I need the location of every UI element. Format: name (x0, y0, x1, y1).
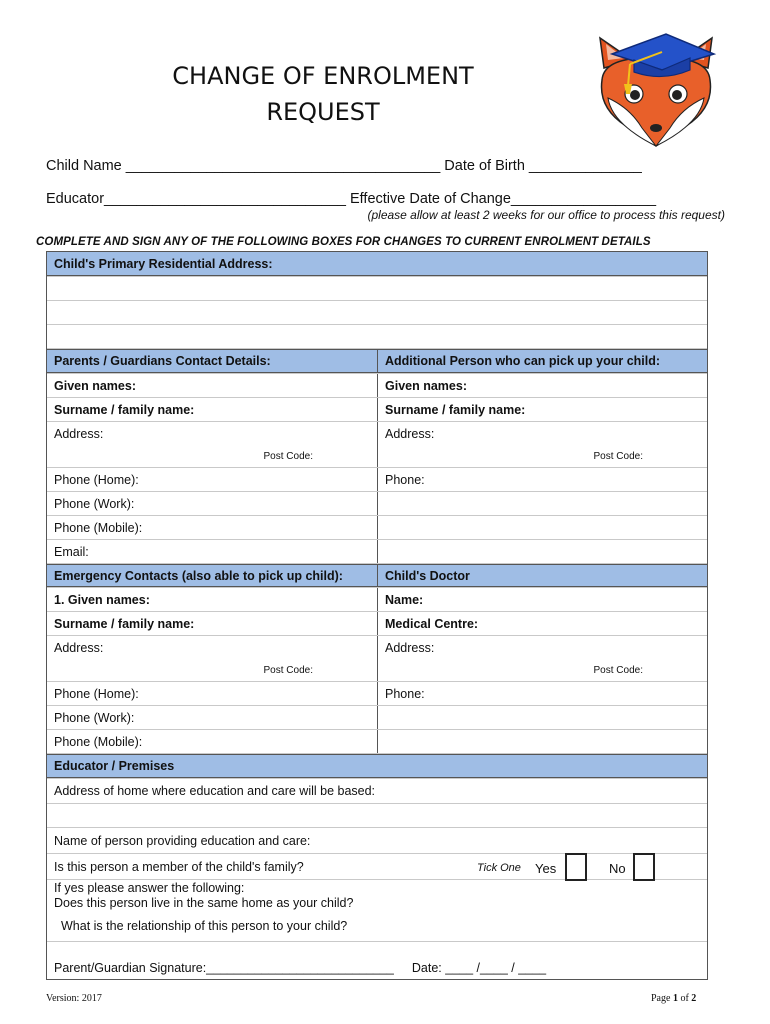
doctor-phone-field[interactable]: Phone: (377, 682, 707, 705)
no-label: No (609, 861, 626, 876)
parents-postcode-field[interactable]: Post Code: (263, 450, 313, 462)
page-of: of (677, 993, 692, 1004)
page-current: 1 (672, 993, 678, 1004)
parents-given-field[interactable]: Given names: (54, 378, 136, 393)
doctor-blank-1[interactable] (377, 706, 707, 729)
signature-row (47, 942, 707, 979)
page-prefix: Page (651, 993, 673, 1004)
yes-label: Yes (535, 861, 557, 876)
date-field[interactable]: Date: ____ /____ / ____ (411, 961, 547, 975)
pickup-surname-field[interactable]: Surname / family name: (377, 398, 707, 421)
residential-line-3[interactable] (47, 325, 707, 348)
emergency-heading: Emergency Contacts (also able to pick up child): (47, 564, 377, 587)
parents-phone-home-field[interactable]: Phone (Home): (54, 472, 139, 487)
emergency-phone-mobile-field[interactable]: Phone (Mobile): (54, 734, 143, 749)
parents-email-field[interactable]: Email: (54, 544, 89, 559)
educator-line[interactable]: Educator______________________________ Effective Date of Change__________________ (46, 191, 657, 207)
pickup-heading: Additional Person who can pick up your child: (377, 349, 707, 373)
emergency-surname-field[interactable]: Surname / family name: (54, 616, 195, 631)
pickup-blank-2[interactable] (377, 516, 707, 539)
title-line-1: CHANGE OF ENROLMENT (172, 62, 474, 90)
emergency-address-field[interactable]: Address: (54, 640, 104, 655)
residential-heading: Child's Primary Residential Address: (47, 252, 707, 276)
no-checkbox[interactable] (633, 853, 655, 881)
parents-surname-field[interactable]: Surname / family name: (54, 402, 195, 417)
family-member-question (47, 854, 707, 879)
child-name-line[interactable]: Child Name _______________________________________ Date of Birth ______________ (46, 158, 642, 174)
parents-address-field[interactable]: Address: (54, 426, 104, 441)
version-label: Version: 2017 (46, 993, 102, 1004)
parents-phone-mobile-field[interactable]: Phone (Mobile): (54, 520, 143, 535)
title-line-2: REQUEST (266, 98, 380, 126)
pickup-given-field[interactable]: Given names: (377, 374, 707, 397)
form-title (128, 58, 518, 130)
pickup-blank-1[interactable] (377, 492, 707, 515)
premises-address-blank[interactable] (47, 804, 707, 827)
emergency-phone-home-field[interactable]: Phone (Home): (54, 686, 139, 701)
doctor-postcode-field[interactable]: Post Code: (377, 659, 707, 681)
same-home-question[interactable]: Does this person live in the same home as your child? (54, 895, 354, 910)
if-yes-label: If yes please answer the following: (54, 880, 245, 895)
page-total: 2 (691, 993, 697, 1004)
page-number (651, 993, 696, 1004)
instruction-heading: COMPLETE AND SIGN ANY OF THE FOLLOWING BOXES FOR CHANGES TO CURRENT ENROLMENT DETAILS (36, 236, 651, 248)
doctor-address-field[interactable]: Address: (377, 636, 707, 659)
relationship-question[interactable]: What is the relationship of this person to your child? (61, 919, 348, 933)
emergency-phone-work-field[interactable]: Phone (Work): (54, 710, 135, 725)
family-member-label: Is this person a member of the child's family? (54, 859, 304, 874)
tick-one-label: Tick One (477, 862, 521, 874)
parents-heading: Parents / Guardians Contact Details: (47, 349, 377, 373)
emergency-given-field[interactable]: 1. Given names: (54, 592, 150, 607)
residential-line-1[interactable] (47, 277, 707, 300)
parents-phone-work-field[interactable]: Phone (Work): (54, 496, 135, 511)
pickup-blank-3[interactable] (377, 540, 707, 563)
doctor-blank-2[interactable] (377, 730, 707, 753)
if-yes-block (47, 880, 707, 911)
fox-mascot-logo (590, 28, 722, 152)
premises-heading: Educator / Premises (47, 754, 707, 778)
pickup-phone-field[interactable]: Phone: (377, 468, 707, 491)
enrolment-form-table (46, 251, 708, 980)
doctor-centre-field[interactable]: Medical Centre: (377, 612, 707, 635)
premises-address-field[interactable]: Address of home where education and care will be based: (54, 784, 376, 798)
pickup-address-field[interactable]: Address: (377, 422, 707, 445)
emergency-postcode-field[interactable]: Post Code: (263, 664, 313, 676)
premises-name-field[interactable]: Name of person providing education and care: (54, 833, 311, 848)
doctor-heading: Child's Doctor (377, 564, 707, 587)
pickup-postcode-field[interactable]: Post Code: (377, 445, 707, 467)
signature-field[interactable]: Parent/Guardian Signature:___________________________ (54, 961, 394, 975)
processing-note: (please allow at least 2 weeks for our office to process this request) (367, 208, 725, 222)
yes-checkbox[interactable] (565, 853, 587, 881)
residential-line-2[interactable] (47, 301, 707, 324)
doctor-name-field[interactable]: Name: (377, 588, 707, 611)
